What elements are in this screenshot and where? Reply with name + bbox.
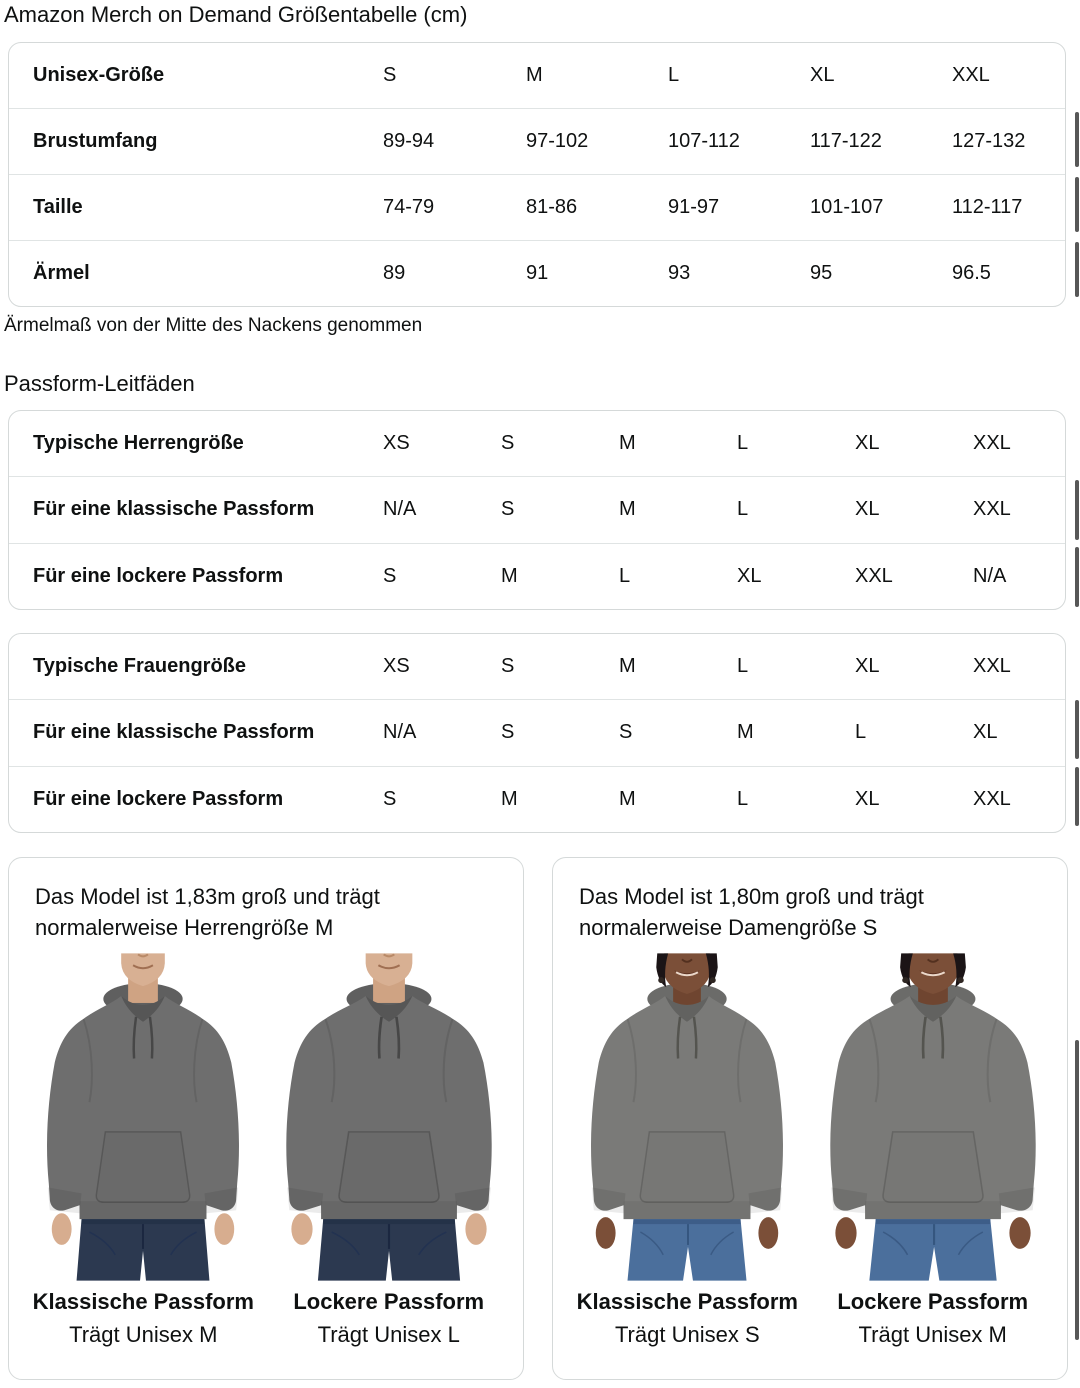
table-cell: N/A (383, 498, 417, 521)
column-header: XXL (973, 655, 1011, 678)
column-header: XL (855, 655, 880, 678)
scrollbar-thumb[interactable] (1075, 547, 1079, 607)
table-row (9, 174, 1065, 240)
table-cell: S (501, 498, 515, 521)
scrollbar-thumb[interactable] (1075, 177, 1079, 232)
table-cell: 96.5 (952, 262, 991, 284)
table-cell: XXL (973, 787, 1011, 810)
womens-fit-table (8, 633, 1066, 833)
table-cell: XXL (855, 564, 893, 587)
column-header: L (668, 64, 680, 86)
row-label: Für eine lockere Passform (33, 564, 284, 587)
mens-model-card (8, 857, 524, 1380)
row-label: Taille (33, 196, 83, 218)
row-label: Für eine lockere Passform (33, 787, 284, 810)
table-cell: XXL (973, 498, 1011, 521)
table-row (9, 699, 1065, 765)
female-model-loose-fit-image (814, 952, 1052, 1282)
table-cell: M (501, 564, 518, 587)
table-cell: L (737, 787, 749, 810)
classic-fit-figure (23, 952, 264, 1348)
row-label: Brustumfang (33, 130, 158, 152)
table-cell: 107-112 (668, 130, 740, 152)
row-label: Für eine klassische Passform (33, 721, 315, 744)
loose-fit-figure (812, 952, 1053, 1348)
table-row (9, 766, 1065, 832)
fit-label: Klassische Passform (32, 1289, 254, 1314)
fit-label: Klassische Passform (576, 1289, 798, 1314)
sleeve-measure-note: Ärmelmaß von der Mitte des Nackens genommen (4, 315, 423, 336)
scrollbar-thumb[interactable] (1075, 242, 1079, 297)
model-cards (8, 857, 1068, 1380)
row-label: Für eine klassische Passform (33, 498, 315, 521)
column-header: XL (810, 64, 835, 86)
column-header: S (501, 432, 515, 455)
fit-label: Lockere Passform (837, 1289, 1029, 1314)
table-cell: L (855, 721, 867, 744)
table-cell: S (619, 721, 633, 744)
table-cell: M (501, 787, 518, 810)
table-cell: 91 (526, 262, 549, 284)
loose-fit-figure (268, 952, 509, 1348)
column-header: M (619, 655, 636, 678)
table-cell: 91-97 (668, 196, 720, 218)
table-cell: XL (737, 564, 762, 587)
table-cell: 93 (668, 262, 691, 284)
header-row (9, 411, 1065, 476)
model-description: Das Model ist 1,80m groß und trägt normalerweise Damengröße S (579, 884, 924, 940)
unisex-size-table (8, 42, 1066, 307)
scrollbar-thumb[interactable] (1075, 1040, 1079, 1340)
scrollbar-thumb[interactable] (1075, 112, 1079, 167)
mens-fit-table (8, 410, 1066, 610)
table-cell: XL (855, 498, 880, 521)
table-cell: N/A (383, 721, 417, 744)
table-cell: L (737, 498, 749, 521)
size-label: Trägt Unisex M (69, 1322, 218, 1347)
table-cell: S (383, 787, 397, 810)
header-row (9, 634, 1065, 699)
table-cell: 127-132 (952, 130, 1026, 152)
table-cell: L (619, 564, 631, 587)
table-cell: 95 (810, 262, 833, 284)
classic-fit-figure (567, 952, 808, 1348)
model-figures (567, 952, 1053, 1348)
page-title: Amazon Merch on Demand Größentabelle (cm) (4, 2, 468, 27)
column-header: XXL (952, 64, 990, 86)
table-cell: M (619, 498, 636, 521)
row-label: Typische Herrengröße (33, 432, 244, 455)
row-label: Ärmel (33, 262, 90, 284)
size-label: Trägt Unisex L (317, 1322, 460, 1347)
table-cell: 117-122 (810, 130, 882, 152)
table-cell: 101-107 (810, 196, 884, 218)
table-row (9, 240, 1065, 306)
fit-guides-heading: Passform-Leitfäden (4, 371, 195, 396)
model-figures (23, 952, 509, 1348)
scrollbar-thumb[interactable] (1075, 480, 1079, 540)
model-description: Das Model ist 1,83m groß und trägt normalerweise Herrengröße M (35, 884, 380, 940)
header-row (9, 43, 1065, 108)
size-label: Trägt Unisex S (614, 1322, 760, 1347)
column-header: XS (383, 655, 410, 678)
column-header: L (737, 655, 749, 678)
table-cell: M (737, 721, 754, 744)
scrollbar-thumb[interactable] (1075, 700, 1079, 759)
row-label: Unisex-Größe (33, 64, 165, 86)
size-label: Trägt Unisex M (858, 1322, 1007, 1347)
womens-model-card (552, 857, 1068, 1380)
column-header: XXL (973, 432, 1011, 455)
fit-label: Lockere Passform (293, 1289, 485, 1314)
row-label: Typische Frauengröße (33, 655, 247, 678)
table-row (9, 108, 1065, 174)
table-cell: XL (855, 787, 880, 810)
table-cell: 89-94 (383, 130, 435, 152)
column-header: XL (855, 432, 880, 455)
column-header: L (737, 432, 749, 455)
female-model-classic-fit-image (568, 952, 806, 1282)
table-cell: 74-79 (383, 196, 435, 218)
column-header: M (526, 64, 543, 86)
scrollbar-thumb[interactable] (1075, 767, 1079, 826)
table-cell: 97-102 (526, 130, 589, 152)
table-cell: 112-117 (952, 196, 1023, 218)
column-header: XS (383, 432, 410, 455)
male-model-classic-fit-image (24, 952, 262, 1282)
table-cell: N/A (973, 564, 1007, 587)
table-cell: 81-86 (526, 196, 578, 218)
male-model-loose-fit-image (270, 952, 508, 1282)
table-cell: S (501, 721, 515, 744)
column-header: S (383, 64, 397, 86)
column-header: M (619, 432, 636, 455)
table-cell: XL (973, 721, 998, 744)
table-row (9, 543, 1065, 609)
table-cell: M (619, 787, 636, 810)
table-row (9, 476, 1065, 542)
table-cell: S (383, 564, 397, 587)
table-cell: 89 (383, 262, 406, 284)
column-header: S (501, 655, 515, 678)
